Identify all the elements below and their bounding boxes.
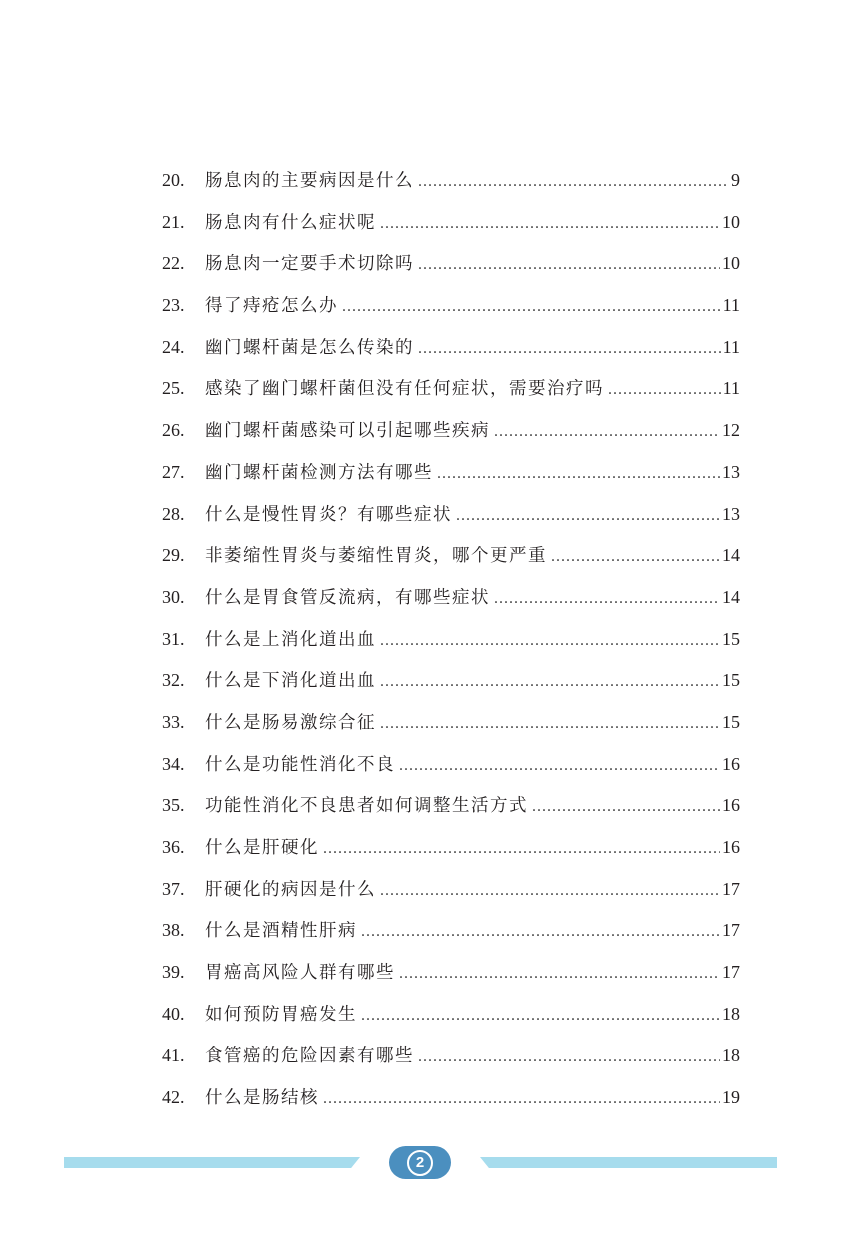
toc-entry-title: 什么是功能性消化不良 <box>205 754 395 775</box>
toc-entry-number: 31. <box>162 628 185 649</box>
toc-entry-number: 42. <box>162 1087 185 1108</box>
toc-entry-number: 34. <box>162 753 185 774</box>
toc-entry[interactable] <box>162 1035 740 1077</box>
toc-entry-title: 什么是胃食管反流病，有哪些症状 <box>205 587 490 608</box>
toc-entry[interactable] <box>162 494 740 536</box>
toc-entry-number: 27. <box>162 461 185 482</box>
toc-entry-page: 16 <box>722 753 740 774</box>
toc-entry-page: 14 <box>722 545 740 566</box>
toc-entry[interactable] <box>162 910 740 952</box>
toc-entry[interactable] <box>162 243 740 285</box>
toc-entry-title: 肠息肉有什么症状呢 <box>205 212 376 233</box>
toc-entry[interactable] <box>162 285 740 327</box>
toc-entry-number: 23. <box>162 295 185 316</box>
toc-dot-leader <box>380 870 720 912</box>
toc-entry-title: 肠息肉一定要手术切除吗 <box>205 254 414 275</box>
toc-entry-title: 幽门螺杆菌是怎么传染的 <box>205 337 414 358</box>
toc-dot-leader <box>380 661 720 703</box>
toc-entry-title: 功能性消化不良患者如何调整生活方式 <box>205 796 528 817</box>
toc-entry[interactable] <box>162 827 740 869</box>
toc-entry-title: 什么是慢性胃炎？有哪些症状 <box>205 504 452 525</box>
footer-decoration-bar-right <box>480 1157 777 1168</box>
toc-dot-leader <box>380 203 720 245</box>
toc-entry-number: 29. <box>162 545 185 566</box>
toc-entry[interactable] <box>162 410 740 452</box>
toc-entry-page: 13 <box>722 503 740 524</box>
toc-entry-title: 什么是肠易激综合征 <box>205 712 376 733</box>
toc-entry-page: 12 <box>722 420 740 441</box>
toc-entry-title: 什么是下消化道出血 <box>205 671 376 692</box>
toc-entry-number: 25. <box>162 378 185 399</box>
toc-entry-page: 15 <box>722 670 740 691</box>
toc-dot-leader <box>418 244 720 286</box>
toc-entry-number: 40. <box>162 1003 185 1024</box>
toc-entry[interactable] <box>162 785 740 827</box>
page-number: 2 <box>407 1150 433 1176</box>
toc-entry-page: 14 <box>722 586 740 607</box>
toc-entry-number: 38. <box>162 920 185 941</box>
toc-entry-title: 什么是肝硬化 <box>205 838 319 858</box>
toc-entry[interactable] <box>162 577 740 619</box>
toc-entry[interactable] <box>162 327 740 369</box>
toc-entry-title: 感染了幽门螺杆菌但没有任何症状，需要治疗吗 <box>205 379 604 400</box>
toc-entry[interactable] <box>162 660 740 702</box>
toc-entry[interactable] <box>162 994 740 1036</box>
toc-dot-leader <box>361 995 720 1037</box>
toc-entry-title: 食管癌的危险因素有哪些 <box>205 1046 414 1067</box>
toc-entry-page: 11 <box>722 378 740 399</box>
toc-entry-number: 37. <box>162 878 185 899</box>
toc-entry-title: 得了痔疮怎么办 <box>205 296 338 317</box>
toc-entry-number: 21. <box>162 211 185 232</box>
toc-entry-number: 39. <box>162 962 185 983</box>
toc-entry[interactable] <box>162 952 740 994</box>
table-of-contents <box>162 160 740 1119</box>
toc-entry[interactable] <box>162 160 740 202</box>
toc-entry-number: 33. <box>162 711 185 732</box>
toc-entry-page: 11 <box>722 295 740 316</box>
toc-entry-number: 36. <box>162 837 185 857</box>
toc-entry-number: 35. <box>162 795 185 816</box>
toc-entry-number: 20. <box>162 170 185 190</box>
toc-dot-leader <box>532 786 720 828</box>
toc-entry-number: 32. <box>162 670 185 691</box>
toc-entry-number: 41. <box>162 1045 185 1066</box>
toc-entry-number: 22. <box>162 253 185 274</box>
toc-entry-title: 什么是上消化道出血 <box>205 629 376 650</box>
toc-dot-leader <box>380 703 720 745</box>
toc-dot-leader <box>437 453 720 495</box>
toc-entry-page: 18 <box>722 1045 740 1066</box>
toc-entry-title: 肠息肉的主要病因是什么 <box>205 171 414 191</box>
toc-entry-title: 肝硬化的病因是什么 <box>205 879 376 900</box>
toc-entry-page: 15 <box>722 711 740 732</box>
toc-dot-leader <box>361 911 720 953</box>
toc-entry-number: 30. <box>162 586 185 607</box>
toc-dot-leader <box>456 495 720 537</box>
toc-dot-leader <box>399 953 720 995</box>
toc-entry-page: 16 <box>722 795 740 816</box>
toc-entry-page: 10 <box>722 253 740 274</box>
toc-dot-leader <box>551 536 720 578</box>
footer-decoration-bar-left <box>64 1157 360 1168</box>
toc-entry[interactable] <box>162 202 740 244</box>
toc-dot-leader <box>418 161 729 203</box>
toc-entry-page: 15 <box>722 628 740 649</box>
toc-entry-page: 19 <box>722 1087 740 1108</box>
toc-entry-page: 9 <box>731 170 740 190</box>
toc-entry-page: 17 <box>722 920 740 941</box>
toc-dot-leader <box>418 1036 720 1078</box>
toc-entry[interactable] <box>162 702 740 744</box>
toc-entry[interactable] <box>162 869 740 911</box>
toc-dot-leader <box>323 828 720 870</box>
toc-dot-leader <box>399 745 720 787</box>
toc-entry[interactable] <box>162 452 740 494</box>
toc-entry-page: 13 <box>722 461 740 482</box>
toc-entry[interactable] <box>162 744 740 786</box>
toc-entry-page: 11 <box>722 336 740 357</box>
toc-dot-leader <box>494 578 720 620</box>
page-number-badge <box>389 1146 451 1179</box>
toc-entry-title: 什么是肠结核 <box>205 1088 319 1109</box>
toc-entry-page: 17 <box>722 878 740 899</box>
toc-dot-leader <box>342 286 721 328</box>
toc-entry[interactable] <box>162 619 740 661</box>
toc-entry-title: 非萎缩性胃炎与萎缩性胃炎，哪个更严重 <box>205 546 547 567</box>
toc-entry-page: 16 <box>722 837 740 857</box>
toc-entry-number: 28. <box>162 503 185 524</box>
toc-entry[interactable] <box>162 535 740 577</box>
toc-dot-leader <box>323 1078 720 1120</box>
toc-entry-number: 24. <box>162 336 185 357</box>
toc-dot-leader <box>494 411 720 453</box>
toc-entry-page: 10 <box>722 211 740 232</box>
toc-entry-title: 幽门螺杆菌感染可以引起哪些疾病 <box>205 421 490 442</box>
toc-entry[interactable] <box>162 1077 740 1119</box>
toc-entry-title: 幽门螺杆菌检测方法有哪些 <box>205 462 433 483</box>
toc-entry-page: 18 <box>722 1003 740 1024</box>
toc-entry[interactable] <box>162 368 740 410</box>
toc-entry-title: 如何预防胃癌发生 <box>205 1004 357 1025</box>
toc-dot-leader <box>418 328 721 370</box>
toc-entry-title: 什么是酒精性肝病 <box>205 921 357 942</box>
toc-dot-leader <box>380 620 720 662</box>
toc-entry-page: 17 <box>722 962 740 983</box>
toc-dot-leader <box>608 369 721 411</box>
toc-entry-number: 26. <box>162 420 185 441</box>
toc-entry-title: 胃癌高风险人群有哪些 <box>205 963 395 984</box>
